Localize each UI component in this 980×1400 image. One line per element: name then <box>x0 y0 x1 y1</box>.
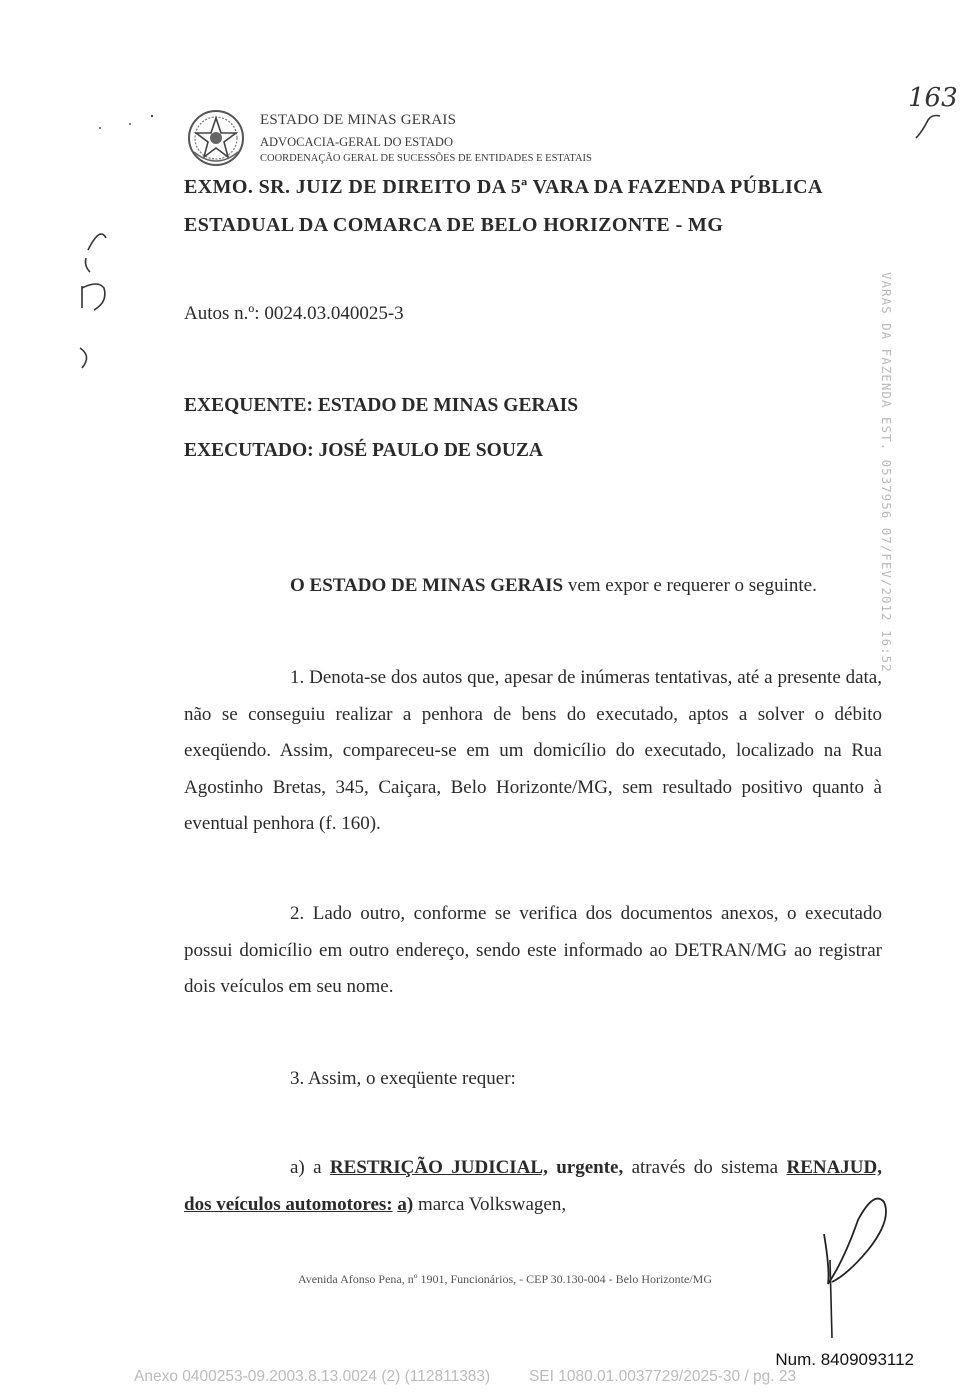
header-state: ESTADO DE MINAS GERAIS <box>260 112 457 128</box>
paragraph-1-text: 1. Denota-se dos autos que, apesar de inúmeras tentativas, até a presente data, não se conseguiu realizar a penhora de bens do executado, aptos a solver o débito exeqüendo. Assim, compareceu-se em um domicílio do executado, localizado na Rua Agostinho Bretas, 345, Caiçara, Belo Horizonte/MG, sem resultado positivo quanto à eventual penhora (f. 160). <box>184 667 882 834</box>
paragraph-2 <box>184 896 882 1006</box>
footer-address: Avenida Afonso Pena, nº 1901, Funcionários, - CEP 30.130-004 - Belo Horizonte/MG <box>297 1272 712 1286</box>
annex-reference: Anexo 0400253-09.2003.8.13.0024 (2) (112811383) SEI 1080.01.0037729/2025-30 / pg. 23 <box>134 1368 797 1385</box>
item-a-end: marca Volkswagen, <box>413 1193 567 1215</box>
veiculos-automotores: dos veículos automotores: <box>184 1193 393 1215</box>
paragraph-4 <box>184 1150 882 1223</box>
restricao-judicial: RESTRIÇÃO JUDICIAL, <box>329 1157 548 1178</box>
urgente: urgente, <box>547 1157 624 1178</box>
reception-stamp: VARAS DA FAZENDA EST. 0537956 07/FEV/2012 16:52 <box>879 272 894 673</box>
item-a-prefix: a) a <box>290 1157 330 1178</box>
case-number: Autos n.º: 0024.03.040025-3 <box>184 303 404 324</box>
intro-statement <box>290 575 817 597</box>
handwritten-folio <box>906 80 962 150</box>
exequente-line: EXEQUENTE: ESTADO DE MINAS GERAIS <box>184 395 579 416</box>
sub-item-marker: a) <box>397 1193 414 1215</box>
paragraph-1 <box>184 660 882 843</box>
margin-handwriting <box>70 222 120 382</box>
item-a-middle: através do sistema <box>623 1157 787 1178</box>
paragraph-3 <box>184 1061 882 1098</box>
scan-specks <box>90 110 160 140</box>
handwritten-signature <box>818 1190 898 1340</box>
intro-party: O ESTADO DE MINAS GERAIS <box>290 575 564 596</box>
svg-text:163: 163 <box>908 83 958 113</box>
paragraph-2-text: 2. Lado outro, conforme se verifica dos documentos anexos, o executado possui domicílio em outro endereço, sendo este informado ao DETRAN/MG ao registrar dois veículos em seu nome. <box>184 903 882 997</box>
coat-of-arms-seal <box>186 108 246 168</box>
addressee-line-1: EXMO. SR. JUIZ DE DIREITO DA 5ª VARA DA FAZENDA PÚBLICA <box>184 176 823 198</box>
intro-rest: vem expor e requerer o seguinte. <box>563 575 817 596</box>
document-number: Num. 8409093112 <box>775 1350 914 1369</box>
paragraph-3-text: 3. Assim, o exeqüente requer: <box>290 1068 516 1089</box>
executado-line: EXECUTADO: JOSÉ PAULO DE SOUZA <box>184 440 543 461</box>
header-department: COORDENAÇÃO GERAL DE SUCESSÕES DE ENTIDADES E ESTATAIS <box>260 153 592 164</box>
renajud: RENAJUD, <box>786 1157 882 1178</box>
header-agency: ADVOCACIA-GERAL DO ESTADO <box>260 135 453 149</box>
addressee-line-2: ESTADUAL DA COMARCA DE BELO HORIZONTE - MG <box>184 214 724 236</box>
